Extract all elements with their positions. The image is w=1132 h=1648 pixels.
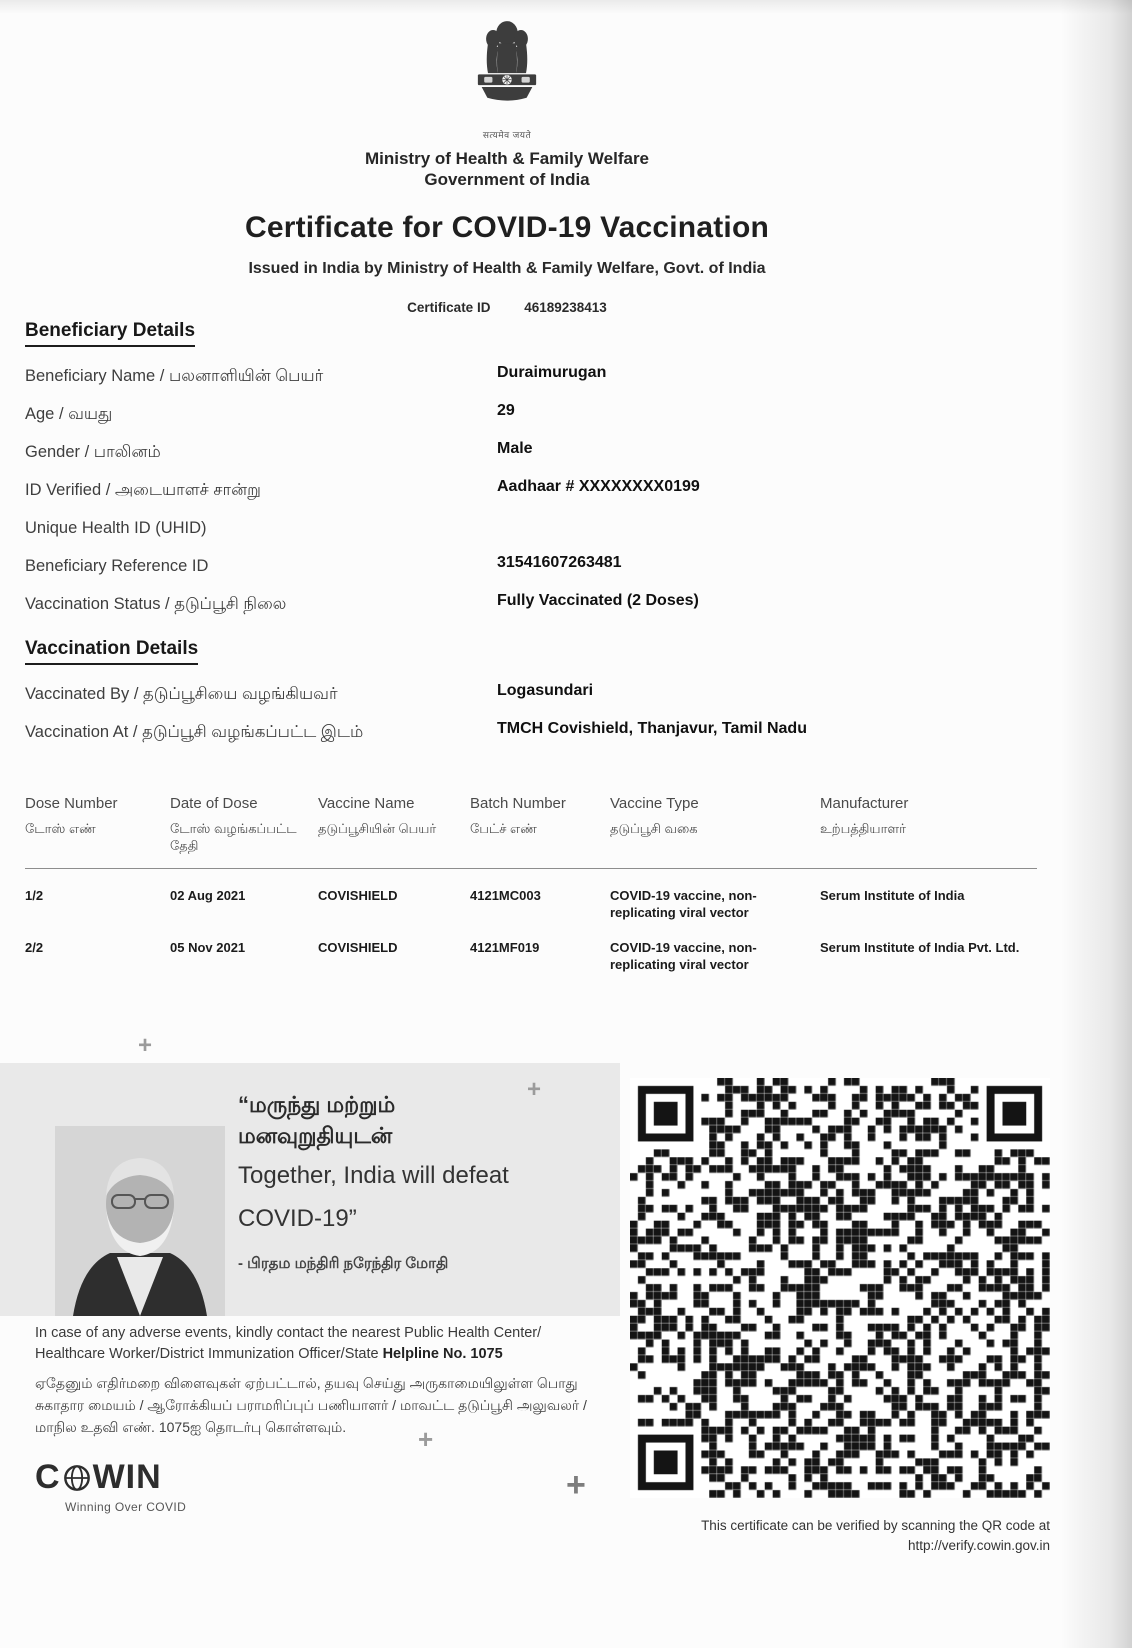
certificate-id-row: [0, 300, 1014, 315]
vaccination-section-title: Vaccination Details: [25, 638, 198, 665]
registration-mark: +: [566, 1466, 586, 1504]
verify-text: This certificate can be verified by scanning the QR code at: [701, 1518, 1050, 1533]
field-row-vaccination-status: [25, 592, 1037, 619]
helpline-number: Helpline No. 1075: [382, 1346, 503, 1362]
table-cell: COVID-19 vaccine, non-replicating viral vector: [610, 940, 757, 972]
registration-mark: +: [418, 1424, 434, 1454]
field-label: Unique Health ID (UHID): [25, 519, 207, 537]
field-value: TMCH Covishield, Thanjavur, Tamil Nadu: [497, 720, 807, 737]
vaccination-details-section: [25, 638, 1037, 761]
government-name: Government of India: [424, 170, 590, 189]
cowin-letter-c: C: [35, 1458, 61, 1496]
field-row-reference-id: [25, 554, 1037, 581]
cowin-letters-win: WIN: [92, 1458, 162, 1496]
cowin-wordmark: [35, 1458, 186, 1497]
pm-quote: [238, 1089, 608, 1274]
field-row-vaccinated-by: [25, 682, 1037, 709]
quote-tamil-line1: “மருந்து மற்றும்: [238, 1092, 396, 1117]
scan-edge-shadow: [1060, 0, 1132, 1648]
field-row-gender: [25, 440, 1037, 467]
field-label: Vaccination Status / தடுப்பூசி நிலை: [25, 595, 287, 613]
scan-top-shadow: [0, 0, 1132, 14]
table-row: [25, 869, 1037, 921]
pm-photo: [55, 1126, 225, 1316]
table-cell: 4121MC003: [470, 888, 541, 903]
table-cell: 1/2: [25, 888, 44, 903]
table-cell: Serum Institute of India Pvt. Ltd.: [820, 940, 1020, 955]
verify-url: http://verify.cowin.gov.in: [907, 1538, 1050, 1553]
field-row-id-verified: [25, 478, 1037, 505]
table-cell: COVISHIELD: [318, 940, 398, 955]
vaccination-fields: [25, 682, 1037, 747]
quote-english-line1: Together, India will defeat: [238, 1162, 509, 1189]
beneficiary-fields: [25, 364, 1037, 619]
india-emblem-icon: [469, 14, 545, 141]
adverse-line2: Healthcare Worker/District Immunization Officer/State: [35, 1346, 383, 1362]
cowin-tagline: Winning Over COVID: [65, 1500, 187, 1514]
field-value: Duraimurugan: [497, 364, 607, 381]
field-row-beneficiary-name: [25, 364, 1037, 391]
table-column-header: Date of Dose டோஸ் வழங்கப்பட்ட தேதி: [170, 795, 297, 853]
beneficiary-details-section: [25, 320, 1037, 633]
field-label: Beneficiary Name / பலனாளியின் பெயர்: [25, 367, 324, 385]
registration-mark: +: [138, 1032, 153, 1059]
field-row-vaccination-at: [25, 720, 1037, 747]
field-row-age: [25, 402, 1037, 429]
field-label: Age / வயது: [25, 405, 113, 423]
quote-attribution: - பிரதம மந்திரி நரேந்திர மோதி: [238, 1255, 449, 1272]
table-cell: 2/2: [25, 940, 44, 955]
adverse-events-note-tamil: ஏதேனும் எதிர்மறை விளைவுகள் ஏற்பட்டால், தயவு செய்து அருகாமையிலுள்ள பொது சுகாதார மையம் / ஆரோக்கியப் பராமரிப்புப் பணியாளர் / மாவட்ட தடுப்பூசி அலுவலர் / மாநில உதவி எண். 1075ஐ தொடர்பு கொள்ளவும்.: [35, 1375, 587, 1435]
dose-table: [25, 795, 1037, 973]
table-column-header: Vaccine Name தடுப்பூசியின் பெயர்: [318, 795, 437, 836]
ministry-name: Ministry of Health & Family Welfare: [364, 149, 650, 168]
table-column-header: Vaccine Type தடுப்பூசி வகை: [610, 795, 699, 836]
dose-table-header: [25, 795, 1037, 869]
verify-note: [630, 1516, 1050, 1556]
table-column-header: Manufacturer உற்பத்தியாளர்: [820, 795, 909, 836]
certificate-subtitle: Issued in India by Ministry of Health & Family Welfare, Govt. of India: [248, 260, 766, 277]
field-label: Vaccination At / தடுப்பூசி வழங்கப்பட்ட இடம்: [25, 723, 364, 741]
certificate-id-value: 46189238413: [524, 300, 607, 315]
field-value: 31541607263481: [497, 554, 622, 571]
table-column-header: Dose Number டோஸ் எண்: [25, 795, 118, 836]
table-column-header: Batch Number பேட்ச் எண்: [470, 795, 566, 836]
field-value: 29: [497, 402, 515, 419]
certificate-header: [0, 14, 1014, 315]
field-value: Male: [497, 440, 533, 457]
field-label: Gender / பாலினம்: [25, 443, 161, 461]
table-cell: 02 Aug 2021: [170, 888, 246, 903]
table-row: [25, 921, 1037, 973]
emblem-motto: सत्यमेव जयते: [482, 130, 532, 140]
table-cell: Serum Institute of India: [820, 888, 965, 903]
field-label: Vaccinated By / தடுப்பூசியை வழங்கியவர்: [25, 685, 338, 703]
table-cell: 4121MF019: [470, 940, 540, 955]
quote-english-line2: COVID-19”: [238, 1205, 357, 1232]
field-label: Beneficiary Reference ID: [25, 557, 209, 575]
registration-mark: +: [527, 1076, 542, 1103]
field-value: Aadhaar # XXXXXXXX0199: [497, 478, 700, 495]
adverse-line1: In case of any adverse events, kindly contact the nearest Public Health Center/: [35, 1325, 542, 1341]
table-cell: COVID-19 vaccine, non-replicating viral vector: [610, 888, 757, 920]
certificate-id-label: Certificate ID: [407, 300, 491, 315]
certificate-title: Certificate for COVID-19 Vaccination: [244, 211, 769, 244]
beneficiary-section-title: Beneficiary Details: [25, 320, 195, 347]
field-value: Logasundari: [497, 682, 594, 699]
quote-tamil-line2: மனவுறுதியுடன்: [238, 1123, 393, 1148]
globe-icon: [63, 1464, 91, 1492]
cowin-logo: [35, 1458, 186, 1514]
table-cell: 05 Nov 2021: [170, 940, 246, 955]
field-row-uhid: [25, 519, 1037, 543]
field-label: ID Verified / அடையாளச் சான்று: [25, 481, 261, 499]
qr-code: [630, 1078, 1050, 1498]
adverse-events-note: [35, 1323, 615, 1365]
table-cell: COVISHIELD: [318, 888, 398, 903]
field-value: Fully Vaccinated (2 Doses): [497, 592, 699, 609]
